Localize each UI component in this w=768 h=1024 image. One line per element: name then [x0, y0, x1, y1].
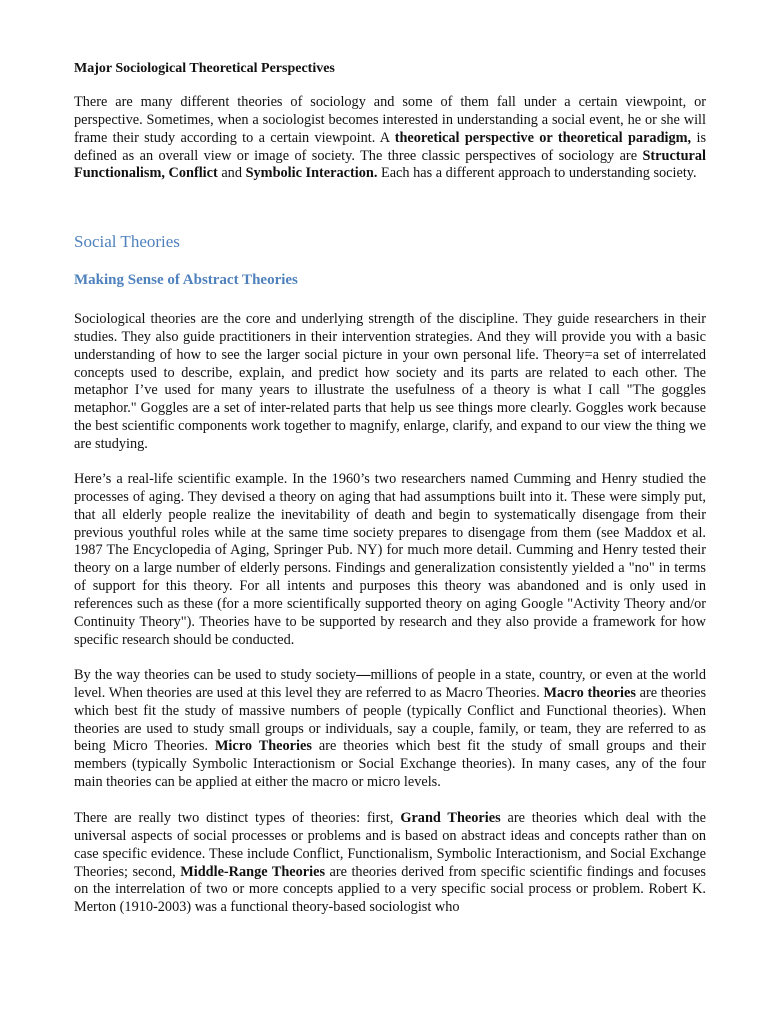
intro-text-4: Each has a different approach to understanding society.	[377, 165, 697, 182]
para3-bold-1: —	[356, 667, 371, 683]
intro-text-3: and	[217, 165, 246, 182]
paragraph-grand-middle-range	[74, 810, 706, 917]
para4-bold-2: Middle-Range Theories	[180, 863, 326, 880]
para3-text-3: are theories which best fit the study of massive numbers of people (typically Conflict and Functional theories). When theories are used to study small groups or individuals, say a couple, family, or team, they are referred to as being Micro Theories.	[74, 684, 707, 755]
paragraph-aging-example: Here’s a real-life scientific example. In the 1960’s two researchers named Cumming and Henry studied the processes of aging. They devised a theory on aging that had assumptions built into it. These were simply put, that all elderly people realize the inevitability of death and begin to systematically disengage from their previous youthful roles while at the same time society prepares to disengage from them (see Maddox et al. 1987 The Encyclopedia of Aging, Springer Pub. NY) for much more detail. Cumming and Henry tested their theory on a large number of elderly persons. Findings and generalization consistently yielded a "no" in terms of support for this theory. For all intents and purposes this theory was abandoned and is only used in references such as these (for a more scientifically supported theory on aging Google "Activity Theory and/or Continuity Theory"). Theories have to be supported by research and they also provide a framework for how specific research should be conducted.	[74, 471, 706, 648]
para3-bold-3: Micro Theories	[214, 738, 312, 755]
para4-text-2: are theories which deal with the universal aspects of social processes or problems and is based on abstract ideas and concepts rather than on case specific evidence. These include Conflict, Functionalism, Symbolic Interactionism, and Social Exchange Theories; second,	[74, 810, 707, 880]
para4-text-3: are theories derived from specific scientific findings and focuses on the interrelation of two or more concepts applied to a very specific social process or problem. Robert K. Merton (1910-2003) was a functional theory-based sociologist who	[74, 863, 706, 916]
heading-abstract-theories: Making Sense of Abstract Theories	[74, 272, 298, 288]
para3-text-4: are theories which best fit the study of small groups and their members (typically Symbolic Interactionism or Social Exchange theories). In many cases, any of the four main theories can be applied at either the macro or micro levels.	[74, 738, 706, 791]
para3-text-2: millions of people in a state, country, or even at the world level. When theories are used at this level they are referred to as Macro Theories.	[74, 667, 706, 701]
document-title: Major Sociological Theoretical Perspectives	[74, 61, 335, 76]
heading-social-theories: Social Theories	[74, 232, 180, 251]
intro-text-2: is defined as an overall view or image of society. The three classic perspectives of sociology are	[74, 129, 707, 164]
intro-bold-1: theoretical perspective or theoretical paradigm,	[394, 129, 692, 146]
para4-bold-1: Grand Theories	[400, 810, 501, 826]
intro-bold-3: Symbolic Interaction.	[245, 165, 378, 182]
intro-text-1: There are many different theories of sociology and some of them fall under a certain viewpoint, or perspective. Sometimes, when a sociologist becomes interested in understanding a social event, he or she will frame their study according to a certain viewpoint. A	[74, 94, 706, 146]
intro-bold-2: Structural Functionalism, Conflict	[74, 147, 706, 182]
paragraph-macro-micro	[74, 667, 706, 792]
paragraph-theories-core: Sociological theories are the core and underlying strength of the discipline. They guide researchers in their studies. They also guide practitioners in their intervention strategies. And they will provide you with a basic understanding of how to see the larger social picture in your own personal life. Theory=a set of interrelated concepts used to describe, explain, and predict how society and its parts are related to each other. The metaphor I’ve used for many years to illustrate the usefulness of a theory is what I call "The goggles metaphor." Goggles are a set of inter-related parts that help us see things more clearly. Goggles work because the best scientific components work together to magnify, enlarge, clarify, and expand to our view the thing we are studying.	[74, 311, 706, 452]
intro-paragraph	[74, 94, 706, 183]
para3-text-1: By the way theories can be used to study society	[74, 667, 357, 683]
para4-text-1: There are really two distinct types of theories: first,	[74, 810, 401, 826]
para3-bold-2: Macro theories	[543, 684, 636, 701]
